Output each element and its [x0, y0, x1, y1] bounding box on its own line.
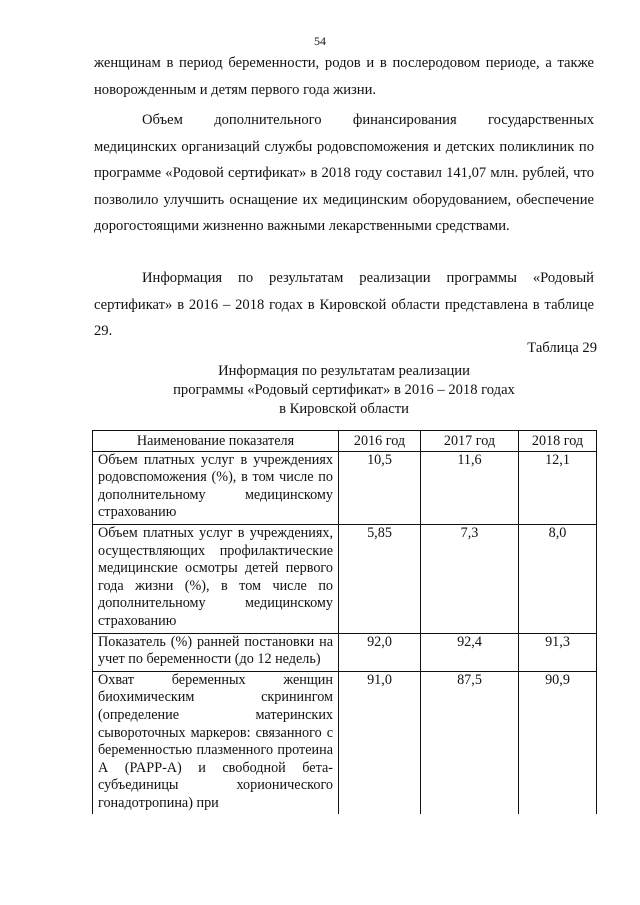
table-header-row: [93, 431, 597, 452]
paragraph-1: женщинам в период беременности, родов и в послеродовом периоде, а также новорожденным и детям первого года жизни.: [94, 55, 594, 98]
value-2018: 91,3: [519, 633, 597, 671]
row-name: Охват беременных женщин биохимическим скринингом (определение материнских сывороточных маркеров: связанного с беременностью плазменного протеина А (PAPP-A) и свободной бета-субъединицы хорионического гонадотропина) при: [93, 671, 339, 814]
value-2016: 5,85: [339, 524, 421, 633]
value-2018: 12,1: [519, 451, 597, 524]
value-2017: 11,6: [421, 451, 519, 524]
value-2017: 92,4: [421, 633, 519, 671]
header-indicator-name: Наименование показателя: [93, 431, 339, 452]
header-2017: 2017 год: [421, 431, 519, 452]
row-name: Объем платных услуг в учреждениях, осуществляющих профилактические медицинские осмотры детей первого года жизни (%), в том числе по дополнительному медицинскому страхованию: [93, 524, 339, 633]
value-2018: 8,0: [519, 524, 597, 633]
row-name: Показатель (%) ранней постановки на учет по беременности (до 12 недель): [93, 633, 339, 671]
table-row: [93, 451, 597, 524]
table-title-line-2: программы «Родовый сертификат» в 2016 – 2018 годах: [173, 382, 515, 398]
table-label: Таблица 29: [527, 340, 597, 356]
table-title-line-1: Информация по результатам реализации: [218, 363, 470, 379]
paragraph-3: Информация по результатам реализации программы «Родовый сертификат» в 2016 – 2018 годах в Кировской области представлена в таблице 29.: [94, 270, 594, 339]
value-2016: 91,0: [339, 671, 421, 814]
table-row: [93, 671, 597, 814]
table-title-line-3: в Кировской области: [279, 401, 409, 417]
row-name: Объем платных услуг в учреждениях родовспоможения (%), в том числе по дополнительному медицинскому страхованию: [93, 451, 339, 524]
value-2018: 90,9: [519, 671, 597, 814]
value-2017: 87,5: [421, 671, 519, 814]
table-row: [93, 633, 597, 671]
value-2016: 10,5: [339, 451, 421, 524]
header-2016: 2016 год: [339, 431, 421, 452]
value-2017: 7,3: [421, 524, 519, 633]
header-2018: 2018 год: [519, 431, 597, 452]
table-row: [93, 524, 597, 633]
value-2016: 92,0: [339, 633, 421, 671]
paragraph-2: Объем дополнительного финансирования государственных медицинских организаций службы родовспоможения и детских поликлиник по программе «Родовой сертификат» в 2018 году составил 141,07 млн. рублей, что позволило улучшить оснащение их медицинским оборудованием, обеспечение дорогостоящими жизненно важными лекарственными средствами.: [94, 112, 594, 234]
table-title: [94, 362, 594, 419]
data-table: [92, 430, 597, 814]
page-number: 54: [314, 34, 326, 48]
